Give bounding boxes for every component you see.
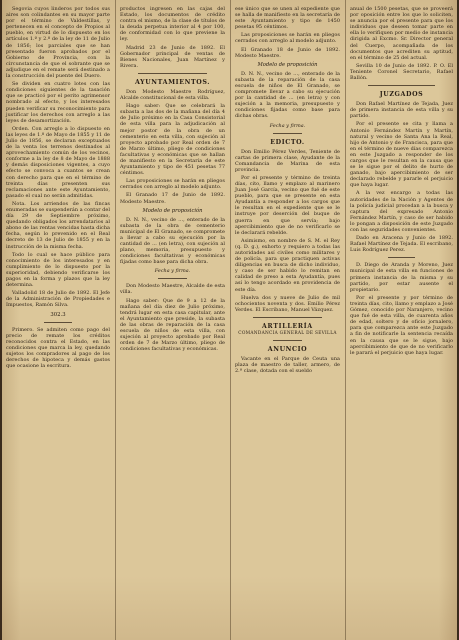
divider	[388, 257, 415, 258]
column-2	[116, 0, 229, 640]
paragraph: Segovia cuyos linderos por todos sus aires son colindantes en su mayor parte por el término de Valdestillas, y pertenecen en el concepto de Propios al pueblo, en virtud de lo dispuesto en los artículos 1.º y 2.º de la ley de 11 de Julio de 1856; los parciales que se han presentado fueron aprobados por el Gobierno de Provincia, con la circunstancia de que el sobrante que se adjudique en el remate será destinado a la construcción del puente del Duero.	[6, 6, 110, 80]
divider	[273, 133, 302, 134]
paragraph: A la vez encargo a todas las autoridades de la Nación y Agentes de la policía judicial procedan a la busca y captura del expresado Antonio Fernández Martín, y caso de ser habido lo pongan a disposición de este Juzgado con las seguridades convenientes.	[350, 190, 453, 233]
divider	[273, 340, 302, 341]
divider	[44, 322, 72, 323]
paragraph: Hago saber: Que se celebrará la subasta a las dos de la mañana del día 4 de Julio próximo en la Casa Consistorial de esta villa para la adjudicación al mejor postor de la obra de un cementerio en esta villa, con sujeción al proyecto aprobado por Real orden de 7 de Marzo último, pliego de condiciones facultativas y económicas que se hallan de manifiesto en la Secretaría de este Ayuntamiento y tipo de 451 pesetas 77 céntimos.	[120, 103, 225, 177]
paragraph: Por el presente y término de treinta días, cito, llamo y emplazo al marinero Juan José García, vecino que fué de este pueblo, para que se presente en esta Ayudantía a responder a los cargos que le resultan en el expediente que se le instruye por deserción del buque de guerra en que servía; bajo apercibimiento que de no verificarlo se le declarará rebelde.	[235, 174, 340, 236]
paragraph: Vacante en el Parque de Ceuta una plaza de maestro de taller, armero, de 2.ª clase, dotada con el sueldo	[235, 355, 340, 375]
paragraph: D. Diego de Aranda y Moreno, Juez municipal de esta villa en funciones de primera instancia de la misma y su partido, por estar ausente el propietario.	[350, 262, 453, 293]
paragraph: D. N. N., vecino de ..., enterado de la subasta de la obra de cementerio municipal de El Granado, se compromete a llevar a cabo su ejecución por la cantidad de ... (en letra), con sujeción al plano, memoria, presupuesto y condiciones facultativas y económicas fijadas como base para dicha obra.	[120, 216, 225, 266]
section-heading-juzgados: JUZGADOS	[379, 91, 424, 99]
paragraph: Por el presente se cita y llama a Antonio Fernández Martín y Martín, natural y vecino de Santa Ana la Real, hijo de Antonio y de Francisca, para que en el término de nueve días comparezca en este Juzgado a responder de los cargos que le resultan en la causa que se le sigue por el delito de hurto de ganado, bajo apercibimiento de ser declarado rebelde y pararle el perjuicio que haya lugar.	[350, 121, 453, 189]
paragraph: Madrid 23 de Junio de 1892. El Gobernador principal de ventas de Bienes Nacionales, Juan Martínez y Rivera.	[120, 44, 225, 69]
paragraph: productos ingresen en las cajas del Estado, los documentos de crédito contra el mismo, de la clase de títulos de la deuda perpetua interior al 4 por 100, de conformidad con lo que previene la ley.	[120, 6, 225, 43]
paragraph: Orden. Con arreglo a lo dispuesto en las leyes de 1.º de Mayo de 1855 y 11 de Julio de 1856, se declaran exceptuados de la venta los terrenos destinados al aprovechamiento común de los vecinos, conforme a la ley de 8 de Mayo de 1888 y demás disposiciones vigentes, a cuyo efecto se convoca a cuantos se crean con derecho para que en el término de treinta días presenten sus reclamaciones ante este Ayuntamiento, pasado el cual no serán admitidas.	[6, 125, 110, 199]
divider	[253, 317, 322, 318]
paragraph: Se dividen en cuatro lotes con las condiciones siguientes de la tasación que se practicó por el perito agrimensor nombrado al efecto, y los interesados pueden verificar su reconocimiento para justificar los derechos con arreglo a las leyes de desamortización.	[6, 81, 110, 124]
section-subheading: COMANDANCIA GENERAL DE SEVILLA	[238, 330, 337, 336]
section-heading-edicto: EDICTO.	[270, 138, 305, 146]
section-heading-anuncio: ANUNCIO	[267, 345, 308, 353]
paragraph: Primero. Se admiten como pago del precio de remate los créditos reconocidos contra el Estado, en las condiciones que marca la ley, quedando sujetos los compradores al pago de los derechos de hipoteca y demás gastos que ocasione la escritura.	[6, 326, 110, 370]
model-heading: Modelo de proposición	[257, 61, 318, 68]
column-4	[346, 0, 457, 640]
paragraph: El Granado 17 de Junio de 1892. Modesto Maestre.	[120, 192, 225, 205]
column-1	[2, 0, 114, 640]
signature-line: Fecha y firma.	[154, 268, 191, 275]
paragraph: Nota. Los arriendos de las fincas enumeradas se suspenderán a contar del día 29 de Septiembre próximo, quedando obligados los arrendatarios al abono de las rentas vencidas hasta dicha fecha, según lo prevenido en el Real decreto de 13 de Julio de 1855 y en la instrucción de la misma fecha.	[6, 200, 110, 250]
paragraph: El Granado 18 de Junio de 1892. Modesto Maestre.	[235, 46, 340, 59]
paragraph: Por el presente y por término de treinta días, cito, llamo y emplazo a José Gómez, conocido por Naranjero, vecino que fué de esta villa, de cuarenta años de edad, soltero y de oficio jornalero, para que comparezca ante este Juzgado a fin de notificarle la sentencia recaída en la causa que se le sigue, bajo apercibimiento de que de no verificarlo le parará el perjuicio que haya lugar.	[350, 294, 453, 356]
divider	[368, 85, 435, 86]
paragraph: Don Rafael Martínez de Tejada, Juez de primera instancia de esta villa y su partido.	[350, 101, 453, 120]
divider	[138, 73, 207, 74]
paragraph: D. N. N., vecino de ..., enterado de la subasta de la reparación de la casa escuela de niños de El Granado, se compromete llevar a cabo su ejecución por la cantidad de ... (en letra) y con sujeción a la memoria, presupuesto y condiciones fijadas como base para dichas obras.	[235, 70, 340, 120]
paragraph: Huelva dos y nueve de Julio de mil ochocientos noventa y dos. Emilio Pérez Verdes. El Escribano, Manuel Vázquez.	[235, 294, 340, 313]
paragraph: Don Modesto Maestre Rodríguez, Alcalde constitucional de esta villa.	[120, 88, 225, 102]
signature-line: Fecha y firma.	[269, 122, 306, 129]
section-heading-artilleria: ARTILLERÍA	[262, 322, 313, 330]
paragraph: Asimismo, en nombre de S. M. el Rey (q. D. g.), exhorto y requiero a todas las autoridades así civiles como militares y de policía, para que practiquen activas diligencias en busca de dicho individuo, y caso de ser habido lo remitan en calidad de preso a esta Ayudantía, pues así lo tengo acordado en providencia de este día.	[235, 237, 340, 293]
paragraph: Don Modesto Maestre, Alcalde de esta villa.	[120, 283, 225, 296]
paragraph: Las proposiciones se harán en pliegos cerrados con arreglo al modelo adjunto.	[120, 178, 225, 191]
section-heading-ayuntamientos: AYUNTAMIENTOS.	[134, 78, 211, 86]
paragraph: Sevilla 10 de Junio de 1892. P. O. El Teniente Coronel Secretario, Rafael Ballón.	[350, 62, 453, 82]
paragraph: Hago saber: Que de 9 a 12 de la mañana del día diez de Julio próximo, tendrá lugar en esta casa capitular, ante el Ayuntamiento que preside, la subasta de las obras de reparación de la casa escuela de niños de esta villa, con sujeción al proyecto aprobado por Real orden de 7 de Marzo último, pliego de condiciones facultativas y económicas.	[120, 297, 225, 353]
paragraph: Valladolid 18 de Julio de 1892. El Jefe de la Administración de Propiedades e Impuestos, Ramón Silva.	[6, 290, 110, 309]
paragraph: Dado en Aracena y Junio de 1892. Rafael Martínez de Tejada. El escribano, Luis Rodríguez Perez.	[350, 235, 453, 254]
paragraph: Las proposiciones se harán en pliegos cerrados con arreglo al modelo adjunto.	[235, 32, 340, 45]
paragraph: ese único que se unen al expediente que se halla de manifiesto en la secretaría de este Ayuntamiento y tipo de 1450 pesetas 95 céntimos.	[235, 6, 340, 31]
column-3	[231, 0, 344, 640]
paragraph: anual de 1500 pesetas, que se proveerá por oposición entre los que lo soliciten, se anuncia por el presente para que los individuos que deseen tomar parte en ella lo verifiquen por medio de instancia dirigida al Excmo. Sr. Director general del Cuerpo, acompañada de los documentos que acrediten su aptitud, en el término de 25 del actual.	[350, 6, 453, 61]
paragraph: Don Emilio Pérez Verdes, Teniente de cartas de primera clase, Ayudante de la Comandancia de Marina de esta provincia.	[235, 148, 340, 173]
model-heading: Modelo de proposición	[142, 207, 203, 214]
newspaper-page	[2, 0, 457, 640]
divider	[158, 278, 187, 279]
page-number: 302.3	[50, 311, 66, 318]
paragraph: Todo lo cual se hace público para conocimiento de los interesados y en cumplimiento de lo dispuesto por la superioridad, debiendo verificarse los pagos en la forma y plazos que la ley determina.	[6, 251, 110, 289]
